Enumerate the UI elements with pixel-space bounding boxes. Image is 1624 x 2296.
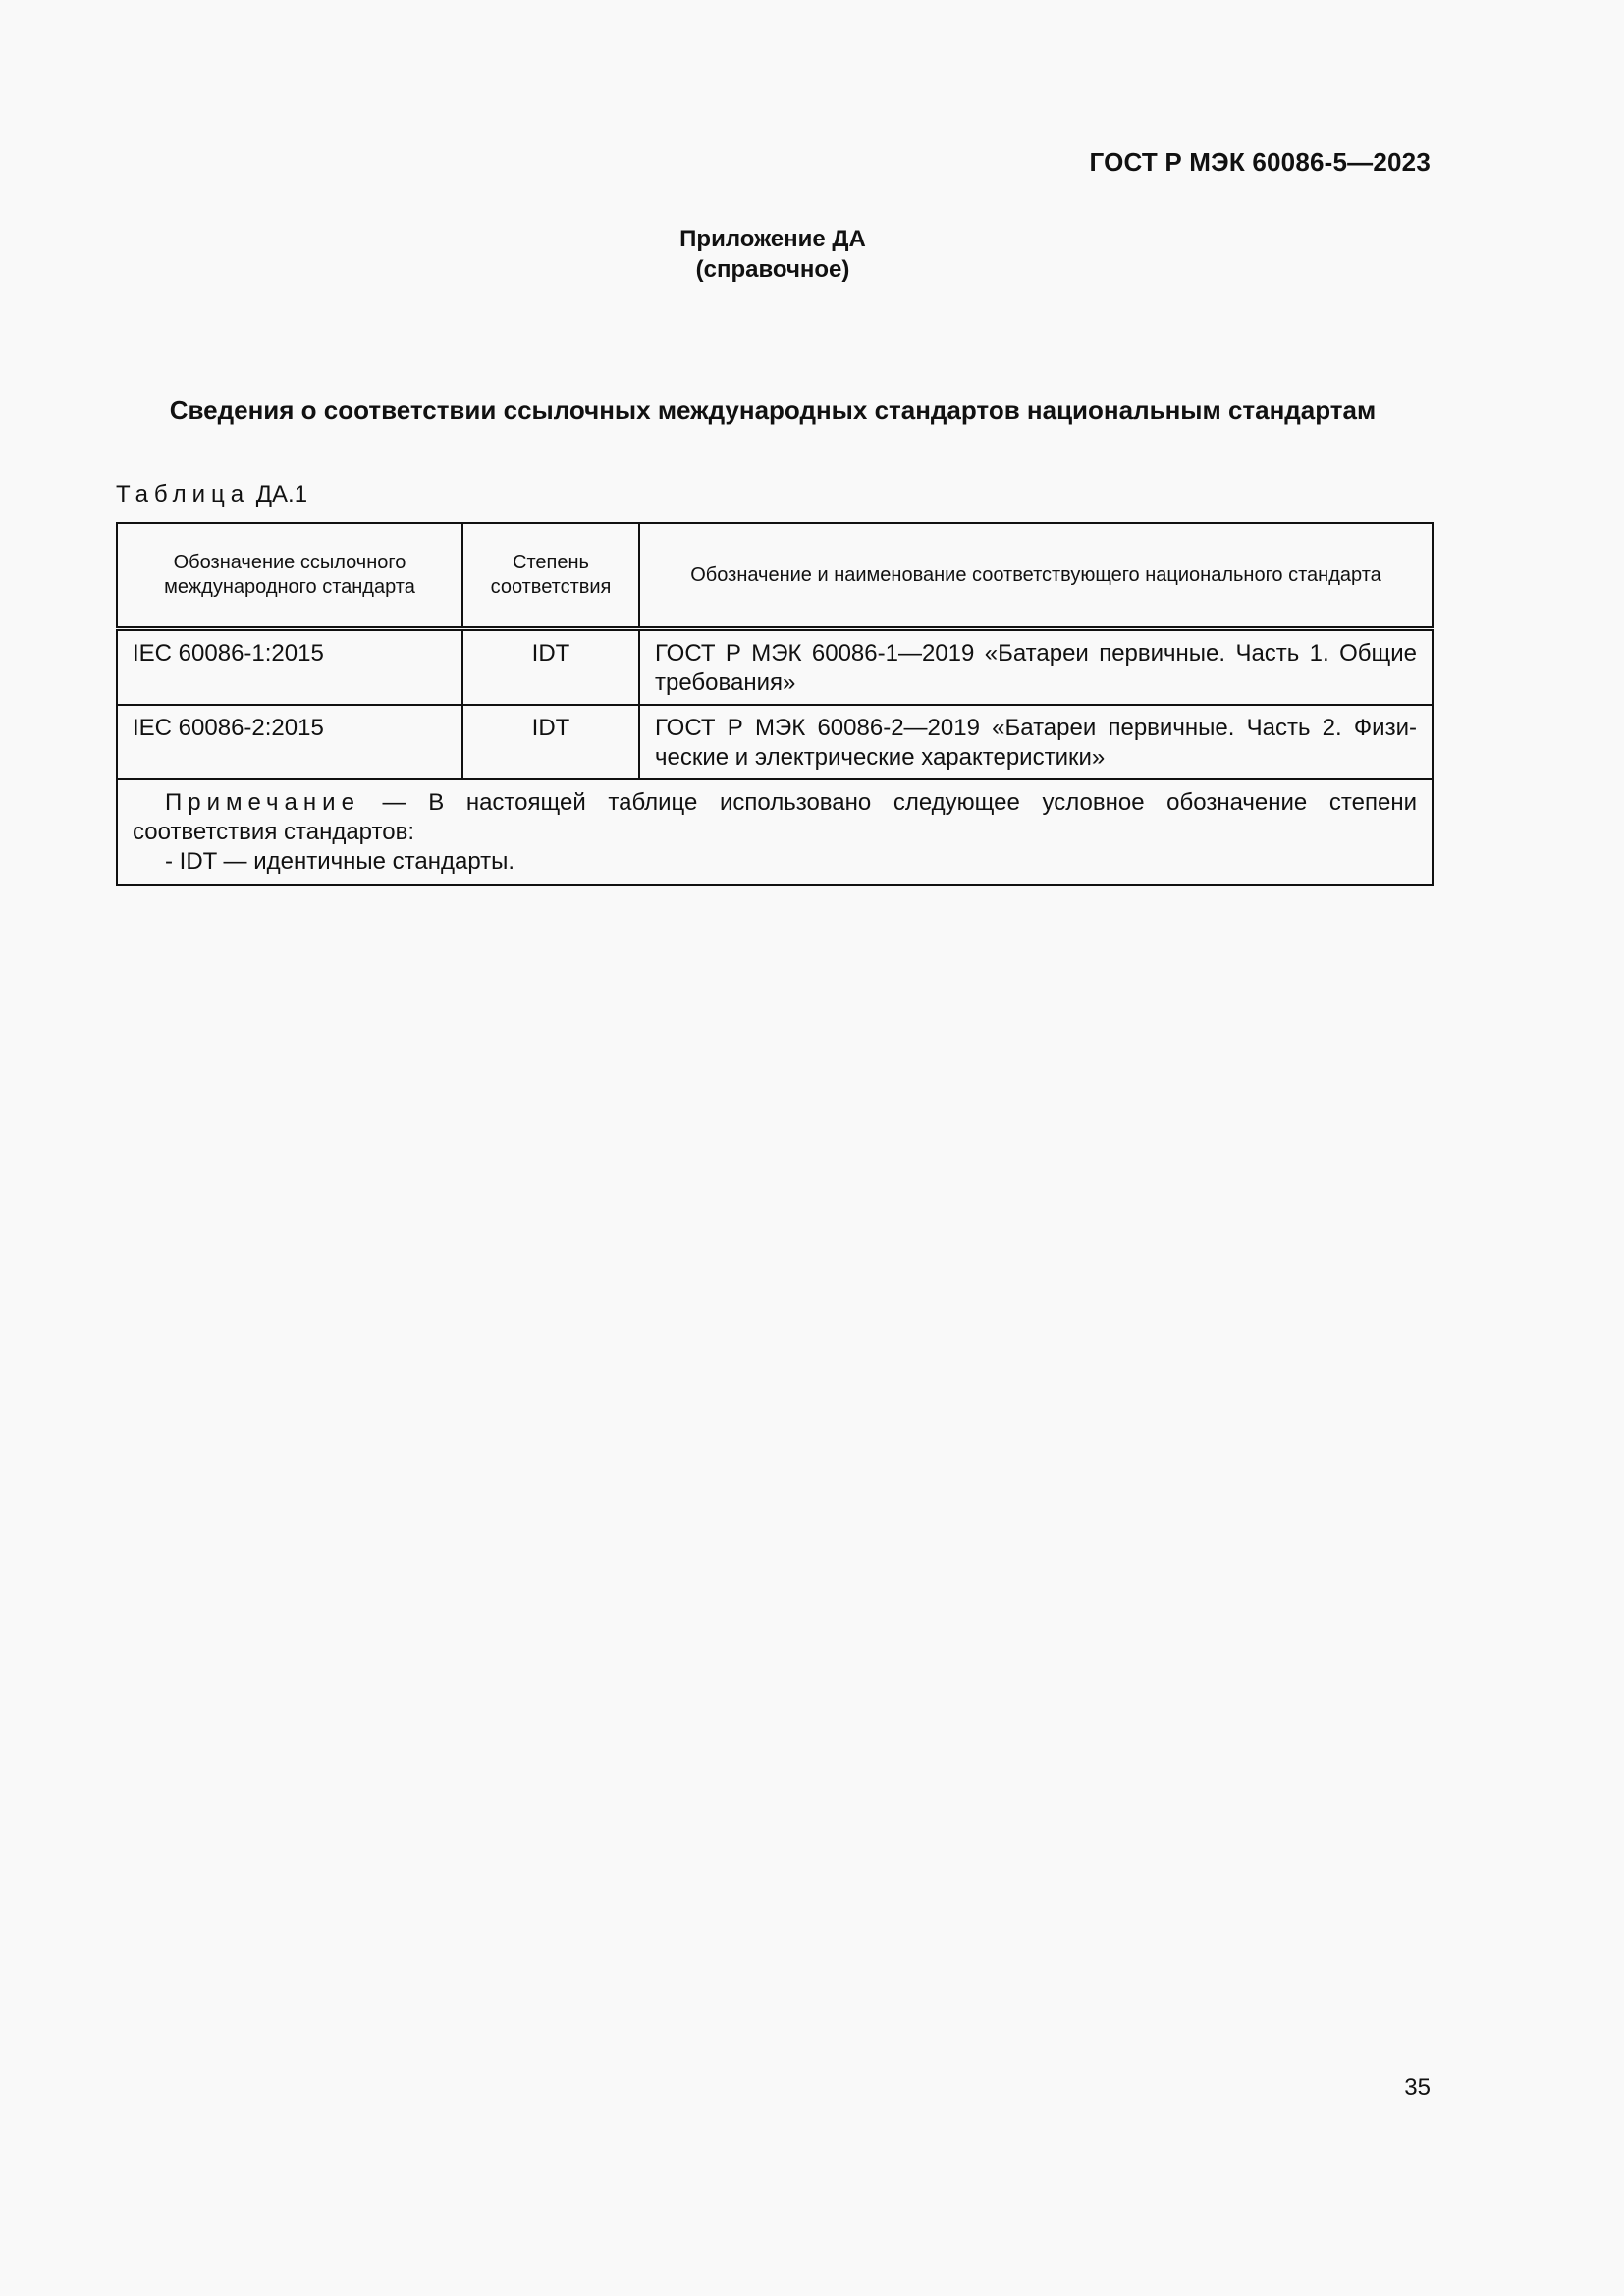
note-text: — В настоящей таблице использовано следующее условное обозначение степени соответствия стандартов: (133, 789, 1417, 845)
table-note (117, 779, 1433, 885)
table-caption (116, 481, 307, 508)
cell-intl-standard: IEC 60086-1:2015 (117, 629, 462, 706)
header-intl-standard: Обозначение ссылочного международного стандарта (117, 523, 462, 629)
cell-national-standard: ГОСТ Р МЭК 60086-2—2019 «Батареи первичные. Часть 2. Физические и электрические характеристики» (639, 705, 1433, 779)
note-list-item: - IDT — идентичные стандарты. (165, 848, 515, 875)
cell-degree: IDT (462, 629, 639, 706)
page-number: 35 (1404, 2074, 1431, 2101)
table-row (117, 629, 1433, 706)
appendix-subtitle: (справочное) (695, 256, 850, 283)
table-caption-label: Таблица (116, 481, 250, 507)
appendix-heading (0, 224, 1545, 285)
table-row (117, 705, 1433, 779)
table-caption-number: ДА.1 (255, 481, 308, 507)
cell-national-standard: ГОСТ Р МЭК 60086-1—2019 «Батареи первичные. Часть 1. Общие требования» (639, 629, 1433, 706)
document-designation: ГОСТ Р МЭК 60086-5—2023 (1089, 147, 1431, 177)
section-title: Сведения о соответствии ссылочных международных стандартов национальным стандартам (169, 396, 1377, 425)
header-national-standard: Обозначение и наименование соответствующего национального стандарта (639, 523, 1433, 629)
correspondence-table-wrapper (116, 522, 1432, 886)
cell-intl-standard: IEC 60086-2:2015 (117, 705, 462, 779)
note-label: Примечание (165, 789, 360, 816)
header-degree: Степень соответствия (462, 523, 639, 629)
correspondence-table (116, 522, 1434, 886)
note-paragraph (133, 788, 1417, 847)
table-note-row (117, 779, 1433, 885)
cell-degree: IDT (462, 705, 639, 779)
appendix-title: Приложение ДА (679, 226, 866, 252)
table-header-row (117, 523, 1433, 629)
